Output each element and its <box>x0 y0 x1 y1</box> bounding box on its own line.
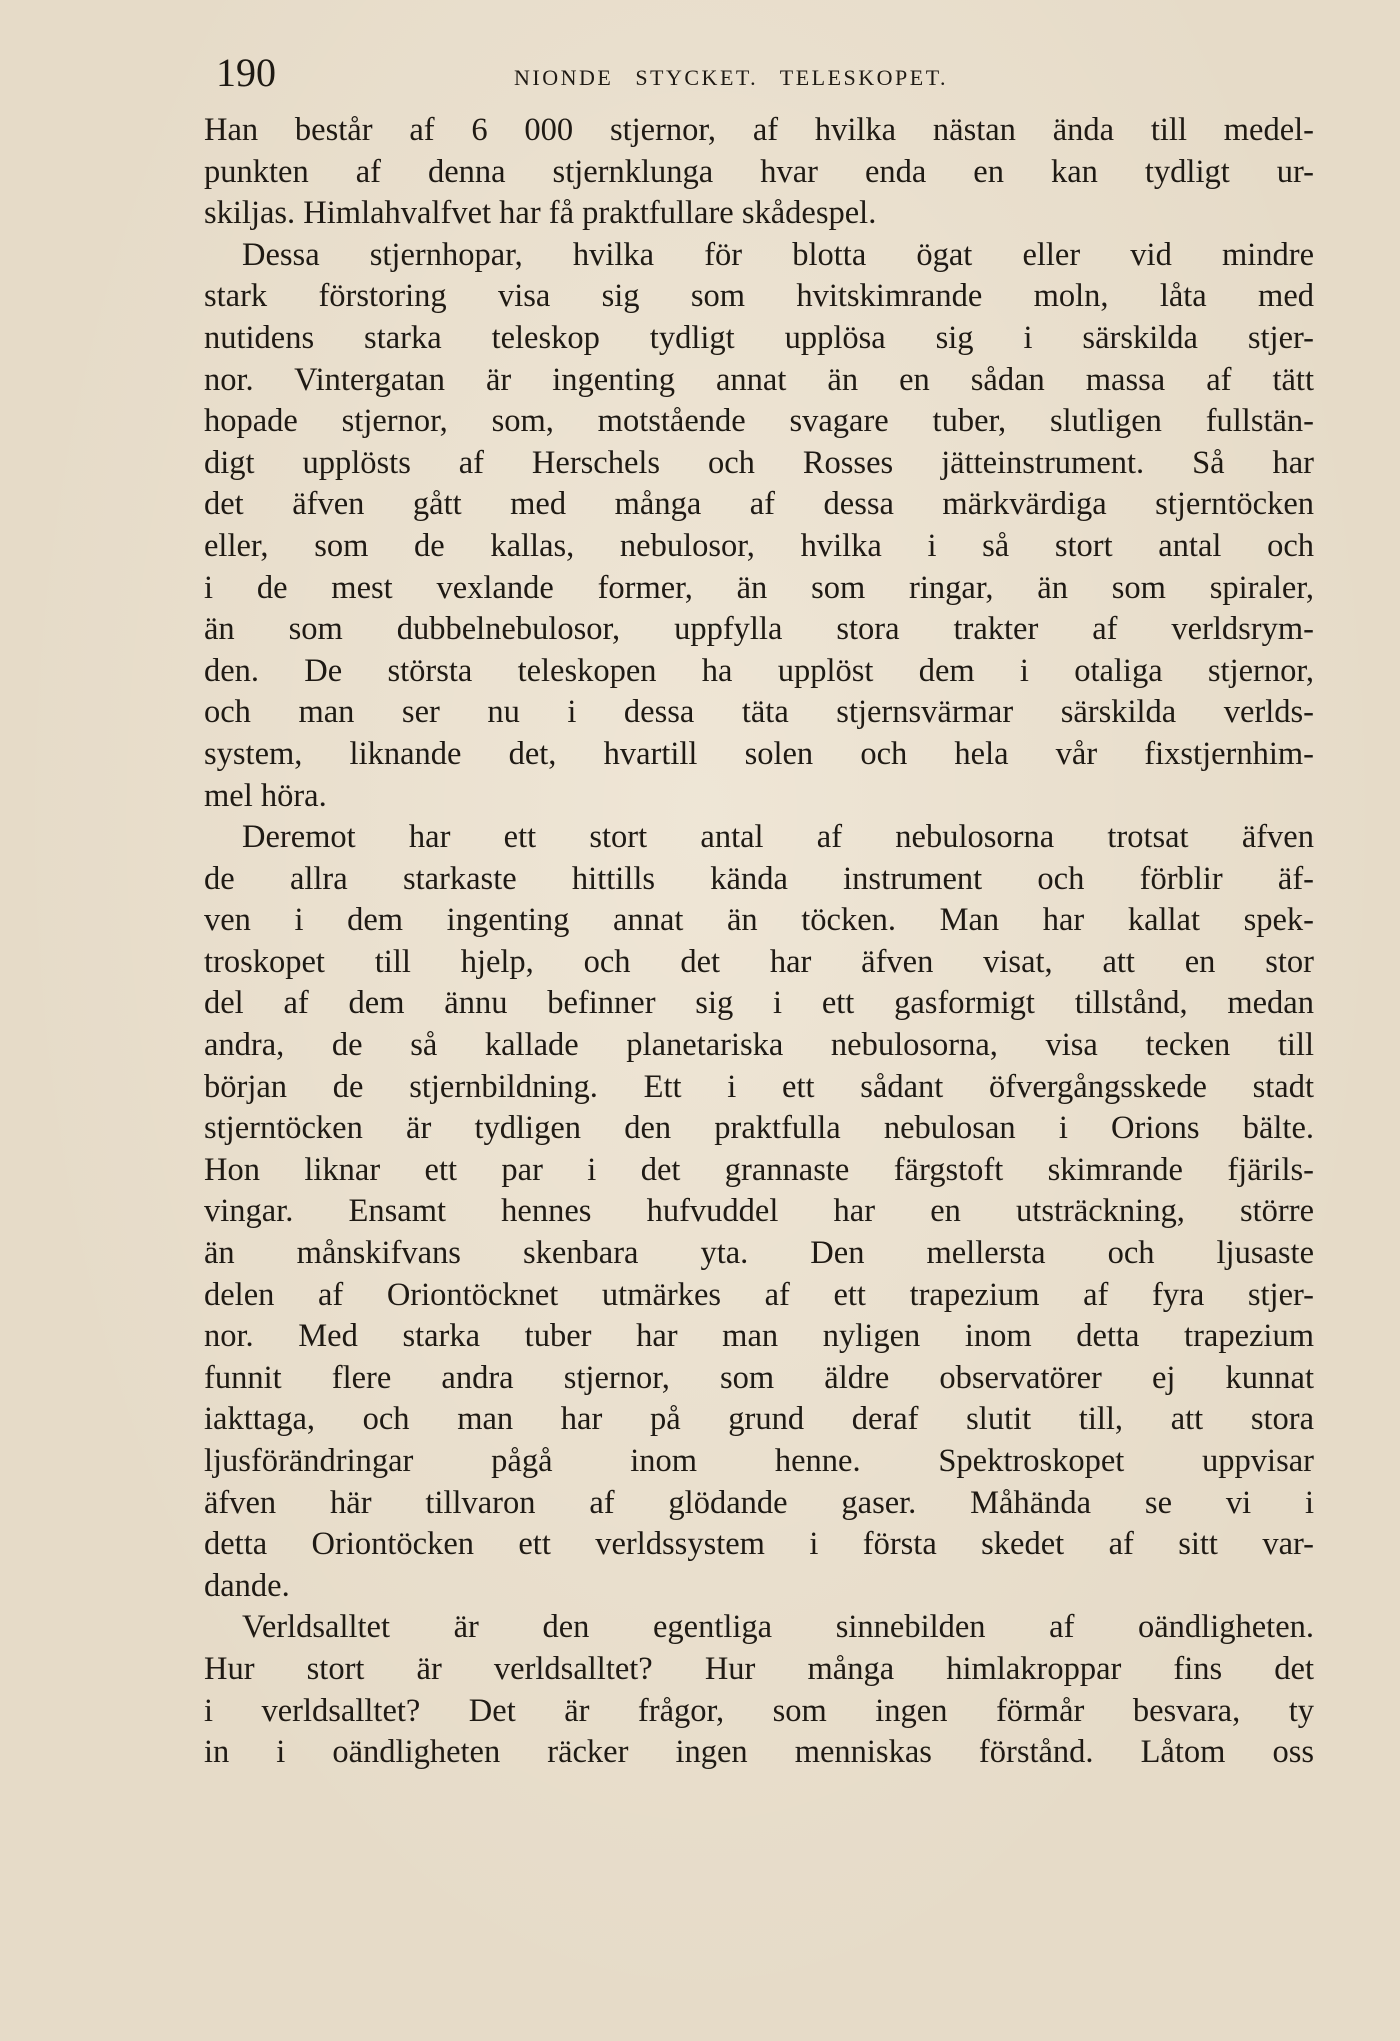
text-line: vingar. Ensamt hennes hufvuddel har en utsträckning, större <box>204 1193 1314 1230</box>
text-line: den. De största teleskopen ha upplöst dem i otaliga stjernor, <box>204 652 1314 689</box>
text-line: iakttaga, och man har på grund deraf slutit till, att stora <box>204 1401 1314 1438</box>
text-line: det äfven gått med många af dessa märkvärdiga stjerntöcken <box>204 486 1314 523</box>
text-line: system, liknande det, hvartill solen och hela vår fixstjernhim- <box>204 735 1314 772</box>
page-header <box>212 48 1332 98</box>
text-line: mel höra. <box>204 777 327 814</box>
text-line: äfven här tillvaron af glödande gaser. Måhända se vi i <box>204 1484 1314 1521</box>
text-line: Deremot har ett stort antal af nebulosorna trotsat äfven <box>242 819 1314 856</box>
text-line: troskopet till hjelp, och det har äfven visat, att en stor <box>204 943 1314 980</box>
text-line: nor. Med starka tuber har man nyligen inom detta trapezium <box>204 1318 1314 1355</box>
text-line: i verldsalltet? Det är frågor, som ingen förmår besvara, ty <box>204 1692 1314 1729</box>
text-line: del af dem ännu befinner sig i ett gasformigt tillstånd, medan <box>204 985 1314 1022</box>
page-number: 190 <box>216 50 276 95</box>
text-line: detta Oriontöcken ett verldssystem i första skedet af sitt var- <box>204 1526 1314 1563</box>
text-line: funnit flere andra stjernor, som äldre observatörer ej kunnat <box>204 1359 1314 1396</box>
text-line: digt upplösts af Herschels och Rosses jätteinstrument. Så har <box>204 444 1314 481</box>
text-line: i de mest vexlande former, än som ringar, än som spiraler, <box>204 569 1314 606</box>
text-line: Verldsalltet är den egentliga sinnebilden af oändligheten. <box>242 1609 1314 1646</box>
text-line: än månskifvans skenbara yta. Den mellersta och ljusaste <box>204 1235 1314 1272</box>
running-head: NIONDE STYCKET. TELESKOPET. <box>514 65 949 90</box>
text-line: stark förstoring visa sig som hvitskimrande moln, låta med <box>204 278 1314 315</box>
body-text <box>204 110 1314 1774</box>
text-line: Han består af 6 000 stjernor, af hvilka nästan ända till medel- <box>204 112 1314 148</box>
text-line: stjerntöcken är tydligen den praktfulla nebulosan i Orions bälte. <box>204 1110 1314 1147</box>
text-line: delen af Oriontöcknet utmärkes af ett trapezium af fyra stjer- <box>204 1276 1314 1313</box>
text-line: in i oändligheten räcker ingen menniskas förstånd. Låtom oss <box>204 1734 1314 1771</box>
text-line: och man ser nu i dessa täta stjernsvärmar särskilda verlds- <box>204 694 1314 731</box>
text-line: punkten af denna stjernklunga hvar enda en kan tydligt ur- <box>204 153 1314 190</box>
text-line: nutidens starka teleskop tydligt upplösa sig i särskilda stjer- <box>204 319 1314 356</box>
text-line: andra, de så kallade planetariska nebulosorna, visa tecken till <box>204 1027 1314 1064</box>
text-line: än som dubbelnebulosor, uppfylla stora trakter af verldsrym- <box>204 611 1314 648</box>
text-line: de allra starkaste hittills kända instrument och förblir äf- <box>204 860 1314 897</box>
text-line: nor. Vintergatan är ingenting annat än en sådan massa af tätt <box>204 361 1314 398</box>
text-line: ven i dem ingenting annat än töcken. Man har kallat spek- <box>204 902 1314 939</box>
text-line: början de stjernbildning. Ett i ett sådant öfvergångsskede stadt <box>204 1068 1314 1105</box>
text-line: Hur stort är verldsalltet? Hur många himlakroppar fins det <box>204 1650 1314 1687</box>
text-line: skiljas. Himlahvalfvet har få praktfullare skådespel. <box>204 195 877 232</box>
text-line: hopade stjernor, som, motstående svagare tuber, slutligen fullstän- <box>204 403 1314 440</box>
text-line: ljusförändringar pågå inom henne. Spektroskopet uppvisar <box>204 1443 1314 1479</box>
text-line: Dessa stjernhopar, hvilka för blotta ögat eller vid mindre <box>242 236 1314 273</box>
text-line: Hon liknar ett par i det grannaste färgstoft skimrande fjärils- <box>204 1151 1314 1188</box>
text-line: dande. <box>204 1567 290 1604</box>
text-line: eller, som de kallas, nebulosor, hvilka i så stort antal och <box>204 527 1314 564</box>
